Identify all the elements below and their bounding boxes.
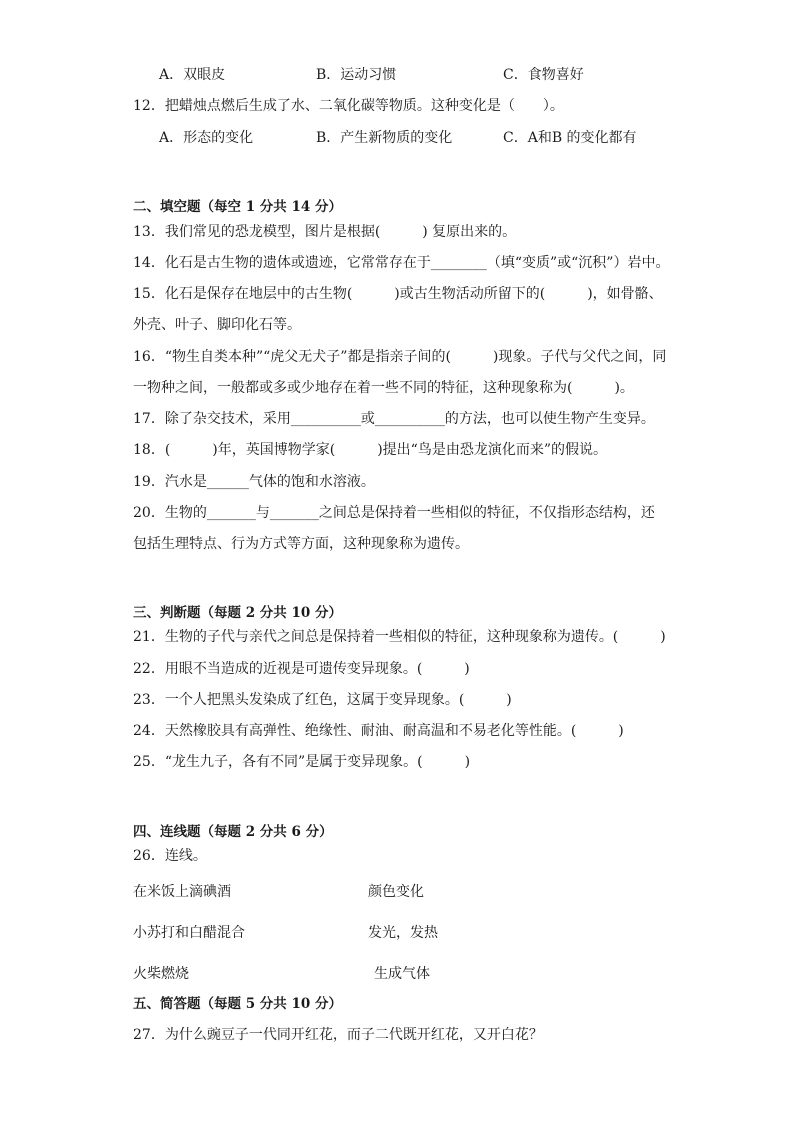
q20-line-1: 20．生物的_______与_______之间总是保持着一些相似的特征，不仅指形态结构，还 — [133, 505, 655, 521]
q11-option-b: B．运动习惯 — [316, 67, 397, 83]
q12-stem: 12．把蜡烛点燃后生成了水、二氧化碳等物质。这种变化是（ ）。 — [133, 98, 564, 114]
q25: 25．“龙生九子，各有不同”是属于变异现象。( ) — [133, 754, 471, 770]
section-4-title: 四、连线题（每题 2 分共 6 分） — [133, 824, 333, 840]
q27: 27．为什么豌豆子一代同开红花，而子二代既开红花，又开白花？ — [133, 1027, 543, 1043]
q16-line-1: 16．“物生自类本种”“虎父无犬子”都是指亲子间的( )现象。子代与父代之间，同 — [133, 349, 667, 365]
q13: 13．我们常见的恐龙模型，图片是根据( ) 复原出来的。 — [133, 224, 517, 240]
match-left-item: 火柴燃烧 — [133, 966, 189, 982]
section-5-title: 五、简答题（每题 5 分共 10 分） — [133, 996, 342, 1012]
section-3-title: 三、判断题（每题 2 分共 10 分） — [133, 605, 342, 621]
match-right-item: 生成气体 — [374, 966, 430, 982]
q11-option-a: A．双眼皮 — [159, 67, 226, 83]
match-right-item: 发光，发热 — [368, 925, 438, 941]
q22: 22．用眼不当造成的近视是可遗传变异现象。( ) — [133, 661, 470, 677]
q12-option-b: B．产生新物质的变化 — [316, 130, 453, 146]
q15-line-1: 15．化石是保存在地层中的古生物( )或古生物活动所留下的( )，如骨骼、 — [133, 286, 663, 302]
q14: 14．化石是古生物的遗体或遗迹，它常常存在于________（填“变质”或“沉积”）岩中。 — [133, 255, 670, 271]
q26: 26．连线。 — [133, 848, 207, 864]
q23: 23．一个人把黑头发染成了红色，这属于变异现象。( ) — [133, 692, 512, 708]
q24: 24．天然橡胶具有高弹性、绝缘性、耐油、耐高温和不易老化等性能。( ) — [133, 723, 624, 739]
q17: 17．除了杂交技术，采用__________或__________的方法，也可以使生物产生变异。 — [133, 411, 655, 427]
q15-line-2: 外壳、叶子、脚印化石等。 — [133, 317, 301, 333]
q12-option-a: A．形态的变化 — [159, 130, 254, 146]
q21: 21．生物的子代与亲代之间总是保持着一些相似的特征，这种现象称为遗传。( ) — [133, 629, 666, 645]
q20-line-2: 包括生理特点、行为方式等方面，这种现象称为遗传。 — [133, 536, 469, 552]
match-right-item: 颜色变化 — [368, 884, 424, 900]
q18: 18．( )年，英国博物学家( )提出“鸟是由恐龙演化而来”的假说。 — [133, 442, 607, 458]
q12-option-c: C．A和B 的变化都有 — [503, 130, 637, 146]
q16-line-2: 一物种之间，一般都或多或少地存在着一些不同的特征，这种现象称为( )。 — [133, 380, 634, 396]
match-left-item: 小苏打和白醋混合 — [133, 925, 245, 941]
match-left-item: 在米饭上滴碘酒 — [133, 884, 231, 900]
q11-option-c: C．食物喜好 — [503, 67, 584, 83]
q19: 19．汽水是______气体的饱和水溶液。 — [133, 474, 375, 490]
section-2-title: 二、填空题（每空 1 分共 14 分） — [133, 199, 342, 215]
